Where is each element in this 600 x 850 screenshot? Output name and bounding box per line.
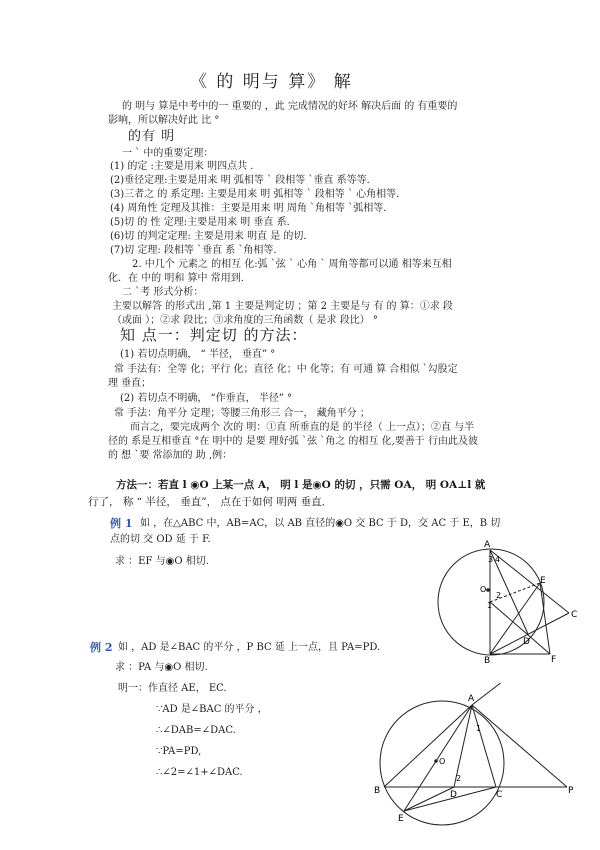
fig1-label-1: 1 <box>487 601 493 610</box>
analysis-line-1: 主要以解答 的形式出 ,第 1 主要是判定切 ；第 2 主要是与 有 的 算：①求 段 <box>112 301 453 312</box>
subsection-analysis: 二 `考 形式分析： <box>122 287 204 298</box>
example-1-line-2: 点的切 交 OD 延 于 F. <box>110 534 211 545</box>
example-2-proof-2: ∴∠DAB=∠DAC. <box>156 725 236 736</box>
figure-1-geometry <box>432 528 592 668</box>
example-2-label: 例 2 <box>90 641 113 654</box>
subsection-theorems: 一 ` 中的重要定理： <box>122 148 214 159</box>
fig2-label-2: 2 <box>456 774 462 783</box>
intro-line-1: 的 明与 算是中考中的一 重要的 ，此 完成情况的好坏 解决后面 的 有重要的 <box>122 101 458 112</box>
fig1-label-b: B <box>484 656 491 666</box>
fig2-label-e: E <box>398 814 404 824</box>
document-title: 《 的 明与 算》 解 <box>190 72 353 92</box>
theorem-4: (4) 周角性 定理及其推：主要是用来 明 周角 `角相等 `弧相等． <box>110 203 394 214</box>
fig2-label-1: 1 <box>476 724 482 733</box>
method-general-line-2: 径的 系是互相垂直 °在 明中的 是要 理好弧 `弦 `角之 的相互 化,要善于 行由此及彼 <box>108 436 478 447</box>
note-2-line-2: 化．在 中的 明和 算中 常用到． <box>108 273 251 284</box>
knowledge-point-heading: 知 点一：判定切 的方法： <box>120 326 308 344</box>
method-2-case: (2) 若切点不明确， “作垂直， 半径” ° <box>120 393 293 404</box>
theorem-7: (7)切 定理: 段相等 `垂直 系 `角相等． <box>110 245 284 256</box>
analysis-line-2: （或面 ）；②求 段比；③求角度的三角函数（ 是求 段比） ° <box>112 315 378 326</box>
method-1-tech-line-1: 常 手法有：全等 化；平行 化；直径 化；中 化等；有 可通 算 合相似 `勾股定 <box>114 364 458 375</box>
example-2-proof-head: 明一：作直径 AE， EC. <box>118 683 227 694</box>
theorem-1: (1) 的定 :主要是用来 明四点共 ． <box>110 161 261 172</box>
fig1-label-f: F <box>551 655 557 665</box>
example-2-proof-3: ∵PA=PD, <box>156 746 202 757</box>
theorem-6: (6)切 的判定定理: 主要是用来 明直 是 的切． <box>110 231 314 242</box>
fig1-point-o <box>486 588 490 592</box>
example-1-label: 例 1 <box>110 517 133 530</box>
fig1-label-e: E <box>540 576 546 586</box>
fig2-tangent-extension <box>472 683 507 705</box>
theorem-2: (2)垂径定理:主要是用来 明 弧相等 ` 段相等 `垂直 系等等． <box>110 175 377 186</box>
fig2-label-a: A <box>468 694 475 704</box>
example-2-line: 如 ，AD 是∠BAC 的平分 ，P BC 延 上一点，且 PA=PD. <box>118 642 381 653</box>
example-2-ask: 求 ：PA 与◉O 相切. <box>115 662 208 673</box>
fig2-label-d: D <box>450 790 457 800</box>
fig2-point-o <box>434 759 438 763</box>
example-2-proof-4: ∴∠2=∠1+∠DAC. <box>156 767 243 778</box>
fig1-label-4: 4 <box>495 555 501 564</box>
fig2-label-b: B <box>374 786 381 796</box>
fig1-side-ac <box>490 550 569 613</box>
method-2-tech: 常 手法：角平分 定理；等腰三角形三 合一， 藏角平分 ； <box>114 408 370 419</box>
method-1-case: (1) 若切点明确， “ 半径， 垂直” ° <box>120 349 276 360</box>
example-2-proof-1: ∵AD 是∠BAC 的平分 ， <box>156 704 268 715</box>
fig2-label-o: O <box>439 757 446 766</box>
fig1-label-3: 3 <box>488 555 494 564</box>
note-2-line-1: 2. 中几个 元素之 的相互 化:弧 `弦 ` 心角 ` 周角等都可以通 相等来互相 <box>132 259 452 270</box>
method-1-tech-line-2: 理 垂直； <box>108 378 152 389</box>
example-1-line-1: 如 ，在△ABC 中，AB=AC，以 AB 直径的◉O 交 BC 于 D，交 AC 于 E，B 切 <box>140 518 501 529</box>
method-general-line-3: 的 想 `要 常添加的 助 ,例： <box>108 450 233 461</box>
fig1-label-2: 2 <box>496 591 502 600</box>
fig2-line-ap <box>472 705 567 787</box>
figure-2-geometry <box>372 683 592 833</box>
section-proof-heading: 的有 明 <box>128 129 176 144</box>
method-one-line-2: 行了， 称 “ 半径， 垂直”， 点在于如何 明两 垂直． <box>88 496 333 508</box>
theorem-5: (5)切 的 性 定理:主要是用来 明 垂直 系． <box>110 217 297 228</box>
fig1-label-a: A <box>484 540 491 550</box>
method-one-line-1: 方法一：若直 l ◉O 上某一点 A， 明 l 是◉O 的切 ，只需 OA， 明 OA⊥l 就 <box>116 479 486 491</box>
fig1-label-c: C <box>571 610 578 620</box>
theorem-3: (3)三者之 的 系定理: 主要是用来 明 弧相等 ` 段相等 ` 心角相等． <box>110 189 407 200</box>
fig1-label-d: D <box>523 637 530 647</box>
example-1-ask: 求 ：EF 与◉O 相切. <box>115 556 209 567</box>
fig2-label-c: C <box>496 790 503 800</box>
method-general-line-1: 而言之，要完成两个 次的 明：①直 所垂直的是 的半径（ 上一点）；②直 与半 <box>130 422 475 433</box>
fig1-side-bc <box>490 613 569 654</box>
intro-line-2: 影响，所以解决好此 比 ° <box>108 115 220 126</box>
fig2-label-p: P <box>568 786 574 796</box>
fig1-label-o: O <box>480 585 487 594</box>
